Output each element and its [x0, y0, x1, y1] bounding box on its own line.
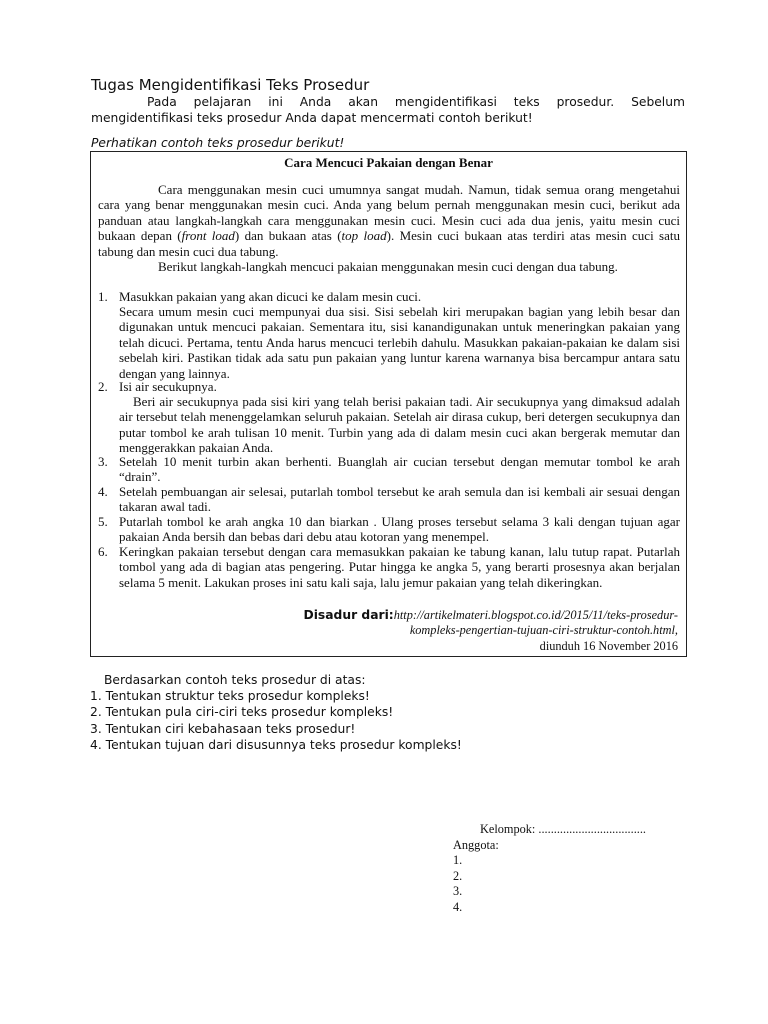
members-label: Anggota: — [453, 837, 499, 852]
term-front-load: front load — [181, 228, 235, 244]
example-paragraph-1: Cara menggunakan mesin cuci umumnya sangat mudah. Namun, tidak semua orang mengetahui cara yang benar menggunakan mesin cuci. Anda yang belum pernah menggunakan mesin cuci, berikut ada panduan atau langkah-langkah cara menggunakan mesin cuci. Mesin cuci ada dua jenis, yaitu mesin cuci bukaan depan (front load) dan bukaan atas (top load). Mesin cuci bukaan atas terdiri atas mesin cuci satu tabung dan mesin cuci dua tabung. — [98, 182, 680, 259]
source-citation — [258, 608, 678, 654]
example-paragraph-2: Berikut langkah-langkah mencuci pakaian menggunakan mesin cuci dengan dua tabung. — [158, 259, 618, 274]
source-label: Disadur dari: — [303, 608, 394, 622]
member-line: 2. — [453, 868, 463, 883]
task-list — [90, 672, 462, 753]
example-text-box — [90, 151, 687, 657]
task-item: 1. Tentukan struktur teks prosedur kompleks! — [90, 689, 370, 704]
task-lead: Berdasarkan contoh teks prosedur di atas: — [104, 673, 366, 687]
source-link[interactable]: http://artikelmateri.blogspot.co.id/2015/11/teks-prosedur-kompleks-pengertian-tujuan-ciri-struktur-contoh.html, — [393, 608, 678, 638]
step-1-detail: Secara umum mesin cuci mempunyai dua sisi. Sisi sebelah kiri merupakan bagian yang lebih besar dan digunakan untuk mencuci pakaian. Sementara itu, sisi kanandigunakan untuk meneringkan pakaian yang telah dicuci. Pertama, tentu Anda harus mencuci terlebih dahulu. Masukkan pakaian-pakaian ke dalam sisi sebelah kiri. Pastikan tidak ada satu pun pakaian yang luntur karena warnanya bisa bercampur antara satu dengan yang lainnya. — [119, 304, 680, 381]
notice-text: Perhatikan contoh teks prosedur berikut! — [91, 136, 345, 150]
step-2: 2. Isi air secukupnya. — [98, 379, 217, 394]
term-top-load: top load — [341, 228, 387, 244]
member-line: 3. — [453, 884, 463, 898]
task-item: 2. Tentukan pula ciri-ciri teks prosedur kompleks! — [90, 705, 394, 720]
intro-text: Pada pelajaran ini Anda akan mengidentifikasi teks prosedur. Sebelum mengidentifikasi teks prosedur Anda dapat mencermati contoh berikut! — [91, 95, 685, 125]
group-section — [453, 822, 646, 915]
example-title: Cara Mencuci Pakaian dengan Benar — [284, 155, 493, 170]
member-line: 1. — [453, 853, 463, 867]
task-item: 3. Tentukan ciri kebahasaan teks prosedur! — [90, 721, 356, 736]
step-4: 4. Setelah pembuangan air selesai, putarlah tombol tersebut ke arah semula dan isi kembali air sesuai dengan takaran awal tadi. — [98, 484, 680, 515]
intro-paragraph — [91, 94, 685, 126]
member-line: 4. — [453, 899, 463, 914]
group-name-field: Kelompok: ................................... — [480, 822, 647, 836]
source-date: diunduh 16 November 2016 — [539, 638, 678, 653]
step-3: 3. Setelah 10 menit turbin akan berhenti. Buanglah air cucian tersebut dengan memutar tombol ke arah “drain”. — [98, 454, 680, 485]
step-5: 5. Putarlah tombol ke arah angka 10 dan biarkan . Ulang proses tersebut selama 3 kali dengan tujuan agar pakaian Anda bersih dan bebas dari debu atau kotoran yang menempel. — [98, 514, 680, 545]
task-item: 4. Tentukan tujuan dari disusunnya teks prosedur kompleks! — [90, 737, 462, 752]
page-title: Tugas Mengidentifikasi Teks Prosedur — [91, 76, 370, 94]
step-2-detail: Beri air secukupnya pada sisi kiri yang telah berisi pakaian tadi. Air secukupnya yang dimaksud adalah air tersebut telah menenggelamkan seluruh pakaian. Setelah air dirasa cukup, beri detergen secukupnya dan putar tombol ke arah tulisan 10 menit. Turbin yang ada di dalam mesin cuci akan bergerak memutar dan menggerakkan pakaian Anda. — [119, 394, 680, 456]
step-6: 6. Keringkan pakaian tersebut dengan cara memasukkan pakaian ke tabung kanan, lalu tutup rapat. Putarlah tombol yang ada di bagian atas pengering. Putar hingga ke angka 5, yang berarti prosesnya akan berjalan selama 5 menit. Lakukan proses ini satu kali saja, lalu jemur pakaian yang telah dikeringkan. — [98, 544, 680, 590]
step-1: 1. Masukkan pakaian yang akan dicuci ke dalam mesin cuci. — [98, 289, 422, 304]
